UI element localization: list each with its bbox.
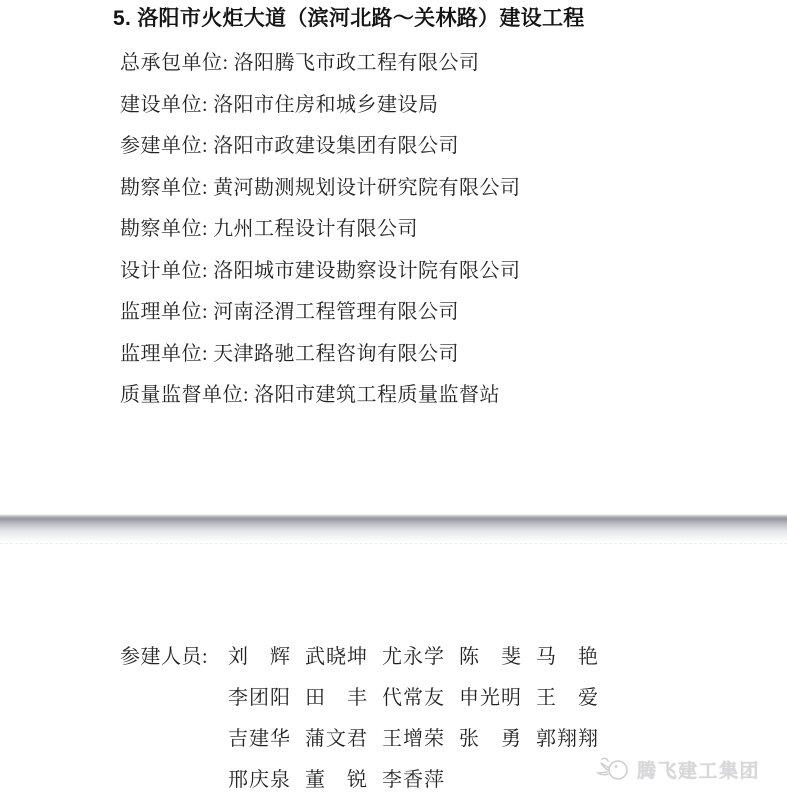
unit-row-supervision-2 [120,331,521,373]
unit-row-general-contractor [120,40,521,82]
unit-label: 质量监督单位: [120,384,250,407]
participant-name: 刘 辉 [228,646,291,668]
unit-value: 洛阳城市建设勘察设计院有限公司 [213,259,521,282]
unit-row-survey-1 [120,165,521,207]
unit-row-construction [120,82,521,124]
unit-label: 勘察单位: [120,176,209,199]
unit-label: 监理单位: [120,301,209,324]
unit-value: 河南泾渭工程管理有限公司 [213,301,460,324]
unit-value: 洛阳市建筑工程质量监督站 [254,384,501,407]
brand-watermark [594,753,760,785]
unit-value: 天津路驰工程咨询有限公司 [213,342,460,365]
participant-name: 李香萍 [382,769,445,791]
unit-value: 洛阳市住房和城乡建设局 [213,93,439,116]
page-break-divider [0,514,787,541]
unit-label: 设计单位: [120,259,209,282]
participant-name: 郭翔翔 [536,728,599,750]
participant-name: 吉建华 [228,728,291,750]
participant-name: 邢庆泉 [228,769,291,791]
unit-value: 黄河勘测规划设计研究院有限公司 [213,176,521,199]
participant-name: 蒲文君 [305,728,368,750]
unit-value: 洛阳腾飞市政工程有限公司 [233,52,480,75]
unit-row-quality-supervision [120,372,521,414]
participant-name: 王 爱 [536,687,599,709]
participant-name: 代常友 [382,687,445,709]
unit-label: 勘察单位: [120,218,209,241]
participant-names [228,681,599,710]
participants-row-1 [120,634,599,675]
unit-label: 总承包单位: [120,52,229,75]
unit-row-survey-2 [120,206,521,248]
unit-label: 建设单位: [120,93,209,116]
unit-list [120,40,521,414]
participants-row-4 [120,757,599,798]
participant-names [228,640,599,669]
participant-name: 李团阳 [228,687,291,709]
brand-bird-icon [594,753,632,785]
participant-name: 申光明 [459,687,522,709]
participants-row-3 [120,716,599,757]
participant-name: 张 勇 [459,728,522,750]
unit-row-supervision-1 [120,289,521,331]
participant-name: 董 锐 [305,769,368,791]
participant-name: 武晓坤 [305,646,368,668]
page-title: 5. 洛阳市火炬大道（滨河北路～关林路）建设工程 [113,7,585,30]
unit-label: 监理单位: [120,342,209,365]
unit-label: 参建单位: [120,135,209,158]
participants-section [120,634,599,798]
watermark-text: 腾飞建工集团 [637,760,761,782]
unit-value: 九州工程设计有限公司 [213,218,419,241]
participant-name: 陈 斐 [459,646,522,668]
participant-name: 王增荣 [382,728,445,750]
participant-name: 尤永学 [382,646,445,668]
participant-name: 田 丰 [305,687,368,709]
page-break-divider-faint-line [0,543,787,544]
participant-names [228,763,445,792]
unit-value: 洛阳市政建设集团有限公司 [213,135,460,158]
participant-name: 马 艳 [536,646,599,668]
unit-row-design [120,248,521,290]
unit-row-participating [120,123,521,165]
participants-label: 参建人员: [120,646,209,668]
participants-row-2 [120,675,599,716]
participant-names [228,722,599,751]
